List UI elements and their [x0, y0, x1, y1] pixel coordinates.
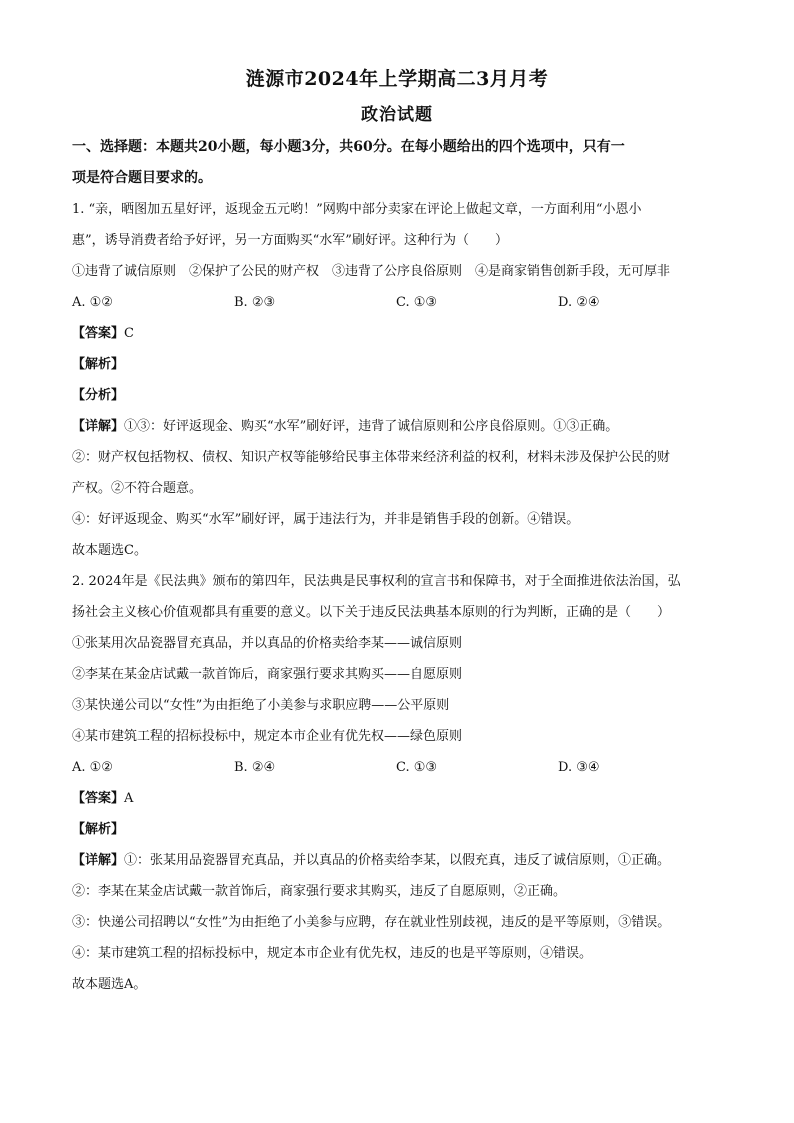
q2-detail-2: ②：李某在某金店试戴一款首饰后，商家强行要求其购买，违反了自愿原则，②正确。 — [72, 884, 567, 899]
q1-stem-line1: 1. “亲，晒图加五星好评，返现金五元哟！”网购中部分卖家在评论上做起文章，一方面利用“小恩小 — [72, 202, 642, 217]
q2-stem-line1: 2. 2024年是《民法典》颁布的第四年，民法典是民事权利的宣言书和保障书，对于全面推进依法治国，弘 — [72, 574, 681, 589]
q2-stem-line2: 扬社会主义核心价值观都具有重要的意义。以下关于违反民法典基本原则的行为判断，正确的是（ ） — [72, 605, 671, 620]
q2-options — [72, 752, 722, 783]
q2-answer-label: 【答案】 — [72, 791, 125, 806]
q1-options — [72, 287, 722, 318]
q1-detail-label: 【详解】 — [72, 419, 125, 434]
q2-statement-2: ②李某在某金店试戴一款首饰后，商家强行要求其购买——自愿原则 — [72, 667, 463, 682]
q1-option-b: B. ②③ — [234, 295, 276, 310]
section-heading-line2: 项是符合题目要求的。 — [72, 170, 212, 186]
q1-answer-label: 【答案】 — [72, 326, 125, 341]
q1-statements: ①违背了诚信原则 ②保护了公民的财产权 ③违背了公序良俗原则 ④是商家销售创新手段，无可厚非 — [72, 264, 671, 279]
q2-option-d: D. ③④ — [558, 760, 600, 775]
q1-conclusion: 故本题选C。 — [72, 543, 147, 558]
q1-fenxi-label: 【分析】 — [72, 388, 125, 403]
q2-conclusion: 故本题选A。 — [72, 977, 147, 992]
section-heading-line1: 一、选择题：本题共20小题，每小题3分，共60分。在每小题给出的四个选项中，只有一 — [72, 139, 625, 155]
q1-stem-line2: 惠”，诱导消费者给予好评，另一方面购买“水军”刷好评。这种行为（ ） — [72, 233, 508, 248]
q1-analysis-label: 【解析】 — [72, 357, 125, 372]
q2-detail-label: 【详解】 — [72, 853, 125, 868]
q1-option-d: D. ②④ — [558, 295, 600, 310]
question-2 — [72, 566, 722, 1000]
q2-detail-3: ③：快递公司招聘以“女性”为由拒绝了小美参与应聘，存在就业性别歧视，违反的是平等原则，③错误。 — [72, 915, 671, 930]
q2-answer-value: A — [124, 791, 134, 806]
exam-subject: 政治试题 — [361, 105, 433, 125]
q2-option-c: C. ①③ — [396, 760, 438, 775]
q2-statement-3: ③某快递公司以“女性”为由拒绝了小美参与求职应聘——公平原则 — [72, 698, 450, 713]
q2-analysis-label: 【解析】 — [72, 822, 125, 837]
q1-answer-value: C — [124, 326, 134, 341]
q1-detail-2a: ②：财产权包括物权、债权、知识产权等能够给民事主体带来经济利益的权利，材料未涉及保护公民的财 — [72, 450, 671, 465]
q2-detail-1 — [72, 845, 722, 876]
q1-detail-3: ④：好评返现金、购买“水军”刷好评，属于违法行为，并非是销售手段的创新。④错误。 — [72, 512, 580, 527]
q2-answer — [72, 783, 722, 814]
q1-option-a: A. ①② — [72, 295, 113, 310]
q1-answer — [72, 318, 722, 349]
q2-detail-1-text: ①：张某用品瓷器冒充真品，并以真品的价格卖给李某，以假充真，违反了诚信原则，①正确。 — [124, 853, 671, 868]
q2-option-b: B. ②④ — [234, 760, 276, 775]
q1-detail-1-text: ①③：好评返现金、购买“水军”刷好评，违背了诚信原则和公序良俗原则。①③正确。 — [124, 419, 619, 434]
q2-option-a: A. ①② — [72, 760, 113, 775]
q2-statement-1: ①张某用次品瓷器冒充真品，并以真品的价格卖给李某——诚信原则 — [72, 636, 463, 651]
question-1 — [72, 194, 722, 566]
q1-detail-1 — [72, 411, 722, 442]
exam-title: 涟源市2024年上学期高二3月月考 — [245, 68, 549, 90]
q2-statement-4: ④某市建筑工程的招标投标中，规定本市企业有优先权——绿色原则 — [72, 729, 463, 744]
q2-detail-4: ④：某市建筑工程的招标投标中，规定本市企业有优先权，违反的也是平等原则，④错误。 — [72, 946, 593, 961]
q1-detail-2b: 产权。②不符合题意。 — [72, 481, 203, 496]
q1-option-c: C. ①③ — [396, 295, 438, 310]
